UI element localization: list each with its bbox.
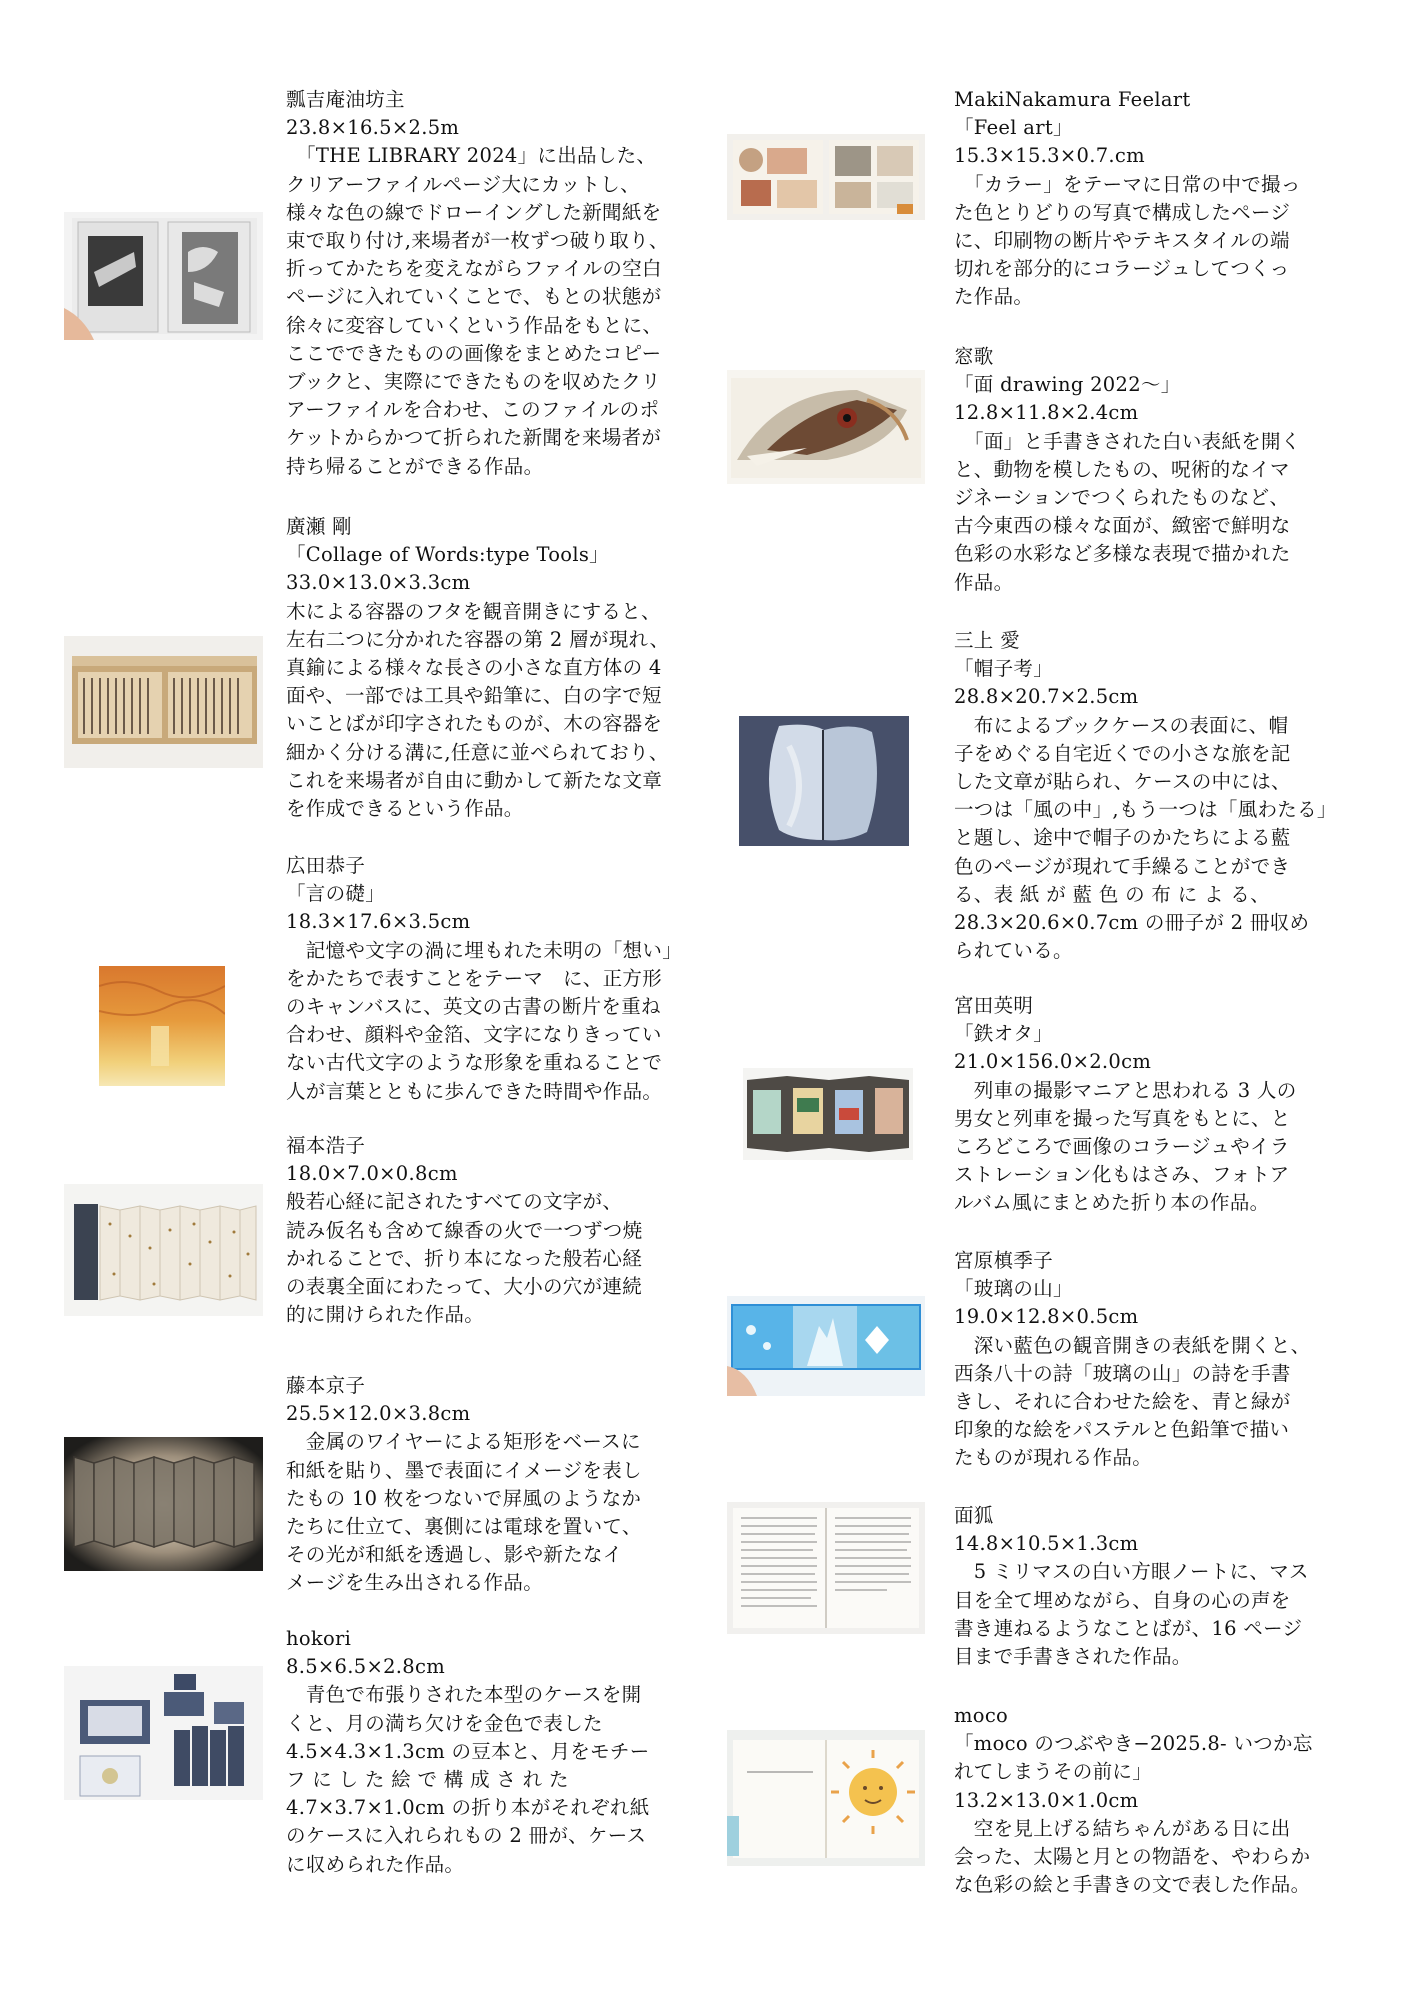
- description-line: 青色で布張りされた本型のケースを開: [286, 1683, 642, 1707]
- artwork-title: 「玻璃の山」: [954, 1277, 1073, 1301]
- artist-name: hokori: [286, 1627, 352, 1650]
- description-line: これを来場者が自由に動かして新たな文章: [286, 768, 663, 792]
- description-line: をかたちで表すことをテーマ に、正方形: [286, 966, 663, 990]
- description-line: 西条八十の詩「玻璃の山」の詩を手書: [954, 1361, 1291, 1385]
- artwork-title: 「moco のつぶやき−2025.8- いつか忘: [954, 1732, 1313, 1756]
- description-line: 目を全て埋めながら、自身の心の声を: [954, 1588, 1291, 1612]
- description-line: フ に し た 絵 で 構 成 さ れ た: [286, 1768, 569, 1792]
- artwork-entry: [954, 1247, 1354, 1473]
- artwork-title: 「言の礎」: [286, 882, 386, 906]
- artwork-entry: [954, 343, 1354, 597]
- description-line: 金属のワイヤーによる矩形をベースに: [286, 1430, 641, 1454]
- description-line: 木による容器のフタを観音開きにすると、: [286, 599, 661, 623]
- description-line: られている。: [954, 939, 1073, 963]
- description-line: 列車の撮影マニアと思われる 3 人の: [954, 1078, 1297, 1102]
- description-line: 男女と列車を撮った写真をもとに、と: [954, 1106, 1291, 1130]
- artist-name: 広田恭子: [286, 854, 366, 877]
- description-line: を作成できるという作品。: [286, 797, 524, 821]
- description-line: 合わせ、顔料や金箔、文字になりきってい: [286, 1023, 662, 1047]
- description-line: に収められた作品。: [286, 1852, 465, 1876]
- description-line: 「カラー」をテーマに日常の中で撮っ: [954, 172, 1301, 196]
- description-line: 目まで手書きされた作品。: [954, 1645, 1192, 1669]
- description-line: 細かく分ける溝に,任意に並べられており、: [286, 740, 669, 764]
- description-line: 折ってかたちを変えながらファイルの空白: [286, 257, 662, 281]
- description-line: くと、月の満ち欠けを金色で表した: [286, 1711, 603, 1735]
- artist-name: 藤本京子: [286, 1374, 366, 1397]
- artist-name: moco: [954, 1704, 1009, 1727]
- description-line: に、印刷物の断片やテキスタイルの端: [954, 229, 1290, 253]
- description-line: ケットからかつて折られた新聞を来場者が: [286, 426, 662, 450]
- description-line: 子をめぐる自宅近くでの小さな旅を記: [954, 741, 1291, 765]
- artist-name: 廣瀬 剛: [286, 515, 352, 538]
- description-line: のケースに入れられもの 2 冊が、ケース: [286, 1824, 647, 1848]
- description-line: 記憶や文字の渦に埋もれた未明の「想い」: [286, 938, 683, 962]
- description-line: 深い藍色の観音開きの表紙を開くと、: [954, 1333, 1311, 1357]
- description-line: ブックと、実際にできたものを収めたクリ: [286, 370, 661, 394]
- description-line: と、動物を模したもの、呪術的なイマ: [954, 457, 1290, 481]
- description-line: きし、それに合わせた絵を、青と緑が: [954, 1390, 1291, 1414]
- artwork-photo: [727, 370, 925, 484]
- artist-name: MakiNakamura Feelart: [954, 88, 1191, 111]
- artwork-photo: [64, 1666, 263, 1800]
- description-line: た色とりどりの写真で構成したページ: [954, 200, 1291, 224]
- description-line: の表裏全面にわたって、大小の穴が連続: [286, 1275, 643, 1299]
- artwork-size: 18.0×7.0×0.8cm: [286, 1162, 458, 1186]
- description-line: アーファイルを合わせ、このファイルのポ: [286, 398, 660, 422]
- description-line: と題し、途中で帽子のかたちによる藍: [954, 826, 1291, 850]
- artwork-entry: [286, 1625, 686, 1879]
- description-line: 的に開けられた作品。: [286, 1303, 485, 1327]
- artwork-title-continued: れてしまうその前に」: [954, 1760, 1153, 1784]
- description-line: 会った、太陽と月との物語を、やわらか: [954, 1845, 1311, 1869]
- description-line: ここでできたものの画像をまとめたコピー: [286, 341, 662, 365]
- description-line: ジネーションでつくられたものなど、: [954, 486, 1290, 510]
- description-line: 真鍮による様々な長さの小さな直方体の 4: [286, 656, 662, 680]
- artwork-title: 「Collage of Words:type Tools」: [286, 543, 609, 567]
- description-line: 様々な色の線でドローイングした新聞紙を: [286, 200, 662, 224]
- artwork-entry: [954, 992, 1354, 1218]
- description-line: ページに入れていくことで、もとの状態が: [286, 285, 662, 309]
- description-line: 28.3×20.6×0.7cm の冊子が 2 冊収め: [954, 911, 1310, 935]
- description-line: メージを生み出される作品。: [286, 1571, 544, 1595]
- artwork-size: 15.3×15.3×0.7.cm: [954, 144, 1145, 168]
- artwork-photo: [64, 1437, 263, 1571]
- description-line: ない古代文字のような形象を重ねることで: [286, 1051, 663, 1075]
- description-line: 面や、一部では工具や鉛筆に、白の字で短: [286, 684, 662, 708]
- artwork-photo: [727, 1296, 925, 1396]
- artist-name: 宮田英明: [954, 994, 1034, 1017]
- artist-name: 三上 愛: [954, 629, 1020, 652]
- description-line: かれることで、折り本になった般若心経: [286, 1246, 643, 1270]
- artist-name: 面狐: [954, 1504, 994, 1527]
- artwork-title: 「帽子考」: [954, 657, 1054, 681]
- description-line: 色のページが現れて手繰ることができ: [954, 854, 1291, 878]
- description-line: 印象的な絵をパステルと色鉛筆で描い: [954, 1418, 1290, 1442]
- description-line: 「面」と手書きされた白い表紙を開く: [954, 429, 1301, 453]
- artwork-entry: [954, 86, 1354, 312]
- description-line: 4.7×3.7×1.0cm の折り本がそれぞれ紙: [286, 1796, 650, 1820]
- description-line: のキャンバスに、英文の古書の断片を重ね: [286, 995, 661, 1019]
- description-line: 書き連ねるようなことばが、16 ページ: [954, 1616, 1303, 1640]
- artwork-entry: [286, 1372, 686, 1598]
- artwork-entry: [954, 627, 1354, 965]
- artist-name: 福本浩子: [286, 1134, 366, 1157]
- description-line: たちに仕立て、裏側には電球を置いて、: [286, 1515, 642, 1539]
- description-line: ストレーション化もはさみ、フォトア: [954, 1163, 1290, 1187]
- description-line: 空を見上げる結ちゃんがある日に出: [954, 1816, 1291, 1840]
- description-line: な色彩の絵と手書きの文で表した作品。: [954, 1873, 1311, 1897]
- description-line: 4.5×4.3×1.3cm の豆本と、月をモチー: [286, 1739, 650, 1763]
- artwork-size: 33.0×13.0×3.3cm: [286, 571, 471, 595]
- description-line: 5 ミリマスの白い方眼ノートに、マス: [954, 1560, 1309, 1584]
- artwork-photo: [99, 966, 225, 1086]
- description-line: その光が和紙を透過し、影や新たなイ: [286, 1543, 623, 1567]
- description-line: る、表 紙 が 藍 色 の 布 に よ る、: [954, 882, 1270, 906]
- artwork-entry: [954, 1502, 1354, 1671]
- artwork-size: 23.8×16.5×2.5m: [286, 116, 460, 140]
- artwork-photo: [64, 636, 263, 768]
- description-line: ころどころで画像のコラージュやイラ: [954, 1135, 1290, 1159]
- artwork-title: 「鉄オタ」: [954, 1022, 1054, 1046]
- description-line: 徐々に変容していくという作品をもとに、: [286, 313, 663, 337]
- description-line: 読み仮名も含めて線香の火で一つずつ焼: [286, 1218, 643, 1242]
- description-line: ルバム風にまとめた折り本の作品。: [954, 1191, 1270, 1215]
- description-line: た作品。: [954, 285, 1034, 309]
- artwork-entry: [286, 1132, 686, 1329]
- artwork-photo: [64, 212, 263, 340]
- artist-name: 宮原槙季子: [954, 1249, 1054, 1272]
- artwork-photo: [727, 1502, 925, 1634]
- artist-name: 瓢吉庵油坊主: [286, 88, 405, 111]
- description-line: 一つは「風の中」,もう一つは「風わたる」: [954, 798, 1337, 822]
- description-line: 左右二つに分かれた容器の第 2 層が現れ、: [286, 627, 670, 651]
- artwork-photo: [64, 1184, 263, 1316]
- artwork-size: 12.8×11.8×2.4cm: [954, 401, 1139, 425]
- artwork-size: 19.0×12.8×0.5cm: [954, 1305, 1139, 1329]
- description-line: 作品。: [954, 570, 1014, 594]
- artwork-size: 28.8×20.7×2.5cm: [954, 685, 1139, 709]
- artwork-size: 14.8×10.5×1.3cm: [954, 1532, 1139, 1556]
- artwork-size: 13.2×13.0×1.0cm: [954, 1788, 1139, 1812]
- description-line: たもの 10 枚をつないで屏風のようなか: [286, 1486, 642, 1510]
- artwork-size: 8.5×6.5×2.8cm: [286, 1655, 446, 1679]
- artwork-size: 18.3×17.6×3.5cm: [286, 910, 471, 934]
- artwork-entry: [286, 513, 686, 823]
- description-line: 和紙を貼り、墨で表面にイメージを表し: [286, 1458, 642, 1482]
- artwork-title: 「面 drawing 2022〜」: [954, 373, 1181, 397]
- artwork-size: 21.0×156.0×2.0cm: [954, 1050, 1152, 1074]
- artwork-photo: [739, 716, 909, 846]
- description-line: 「THE LIBRARY 2024」に出品した、: [286, 144, 657, 168]
- description-line: した文章が貼られ、ケースの中には、: [954, 770, 1291, 794]
- artwork-title: 「Feel art」: [954, 116, 1073, 140]
- description-line: クリアーファイルページ大にカットし、: [286, 172, 640, 196]
- description-line: 人が言葉とともに歩んできた時間や作品。: [286, 1079, 663, 1103]
- description-line: 古今東西の様々な面が、緻密で鮮明な: [954, 514, 1291, 538]
- artwork-photo: [727, 134, 925, 220]
- artwork-entry: [954, 1702, 1354, 1899]
- artwork-size: 25.5×12.0×3.8cm: [286, 1402, 471, 1426]
- artwork-photo: [727, 1730, 925, 1866]
- artwork-photo: [743, 1068, 913, 1160]
- description-line: 色彩の水彩など多様な表現で描かれた: [954, 542, 1291, 566]
- description-line: いことばが印字されたものが、木の容器を: [286, 712, 663, 736]
- description-line: 持ち帰ることができる作品。: [286, 454, 544, 478]
- description-line: 切れを部分的にコラージュしてつくっ: [954, 257, 1290, 281]
- description-line: たものが現れる作品。: [954, 1446, 1153, 1470]
- artwork-entry: [286, 852, 686, 1106]
- artwork-entry: [286, 86, 686, 481]
- artist-name: 窓歌: [954, 345, 994, 368]
- description-line: 般若心経に記されたすべての文字が、: [286, 1190, 623, 1214]
- description-line: 束で取り付け,来場者が一枚ずつ破り取り、: [286, 229, 669, 253]
- description-line: 布によるブックケースの表面に、帽: [954, 713, 1289, 737]
